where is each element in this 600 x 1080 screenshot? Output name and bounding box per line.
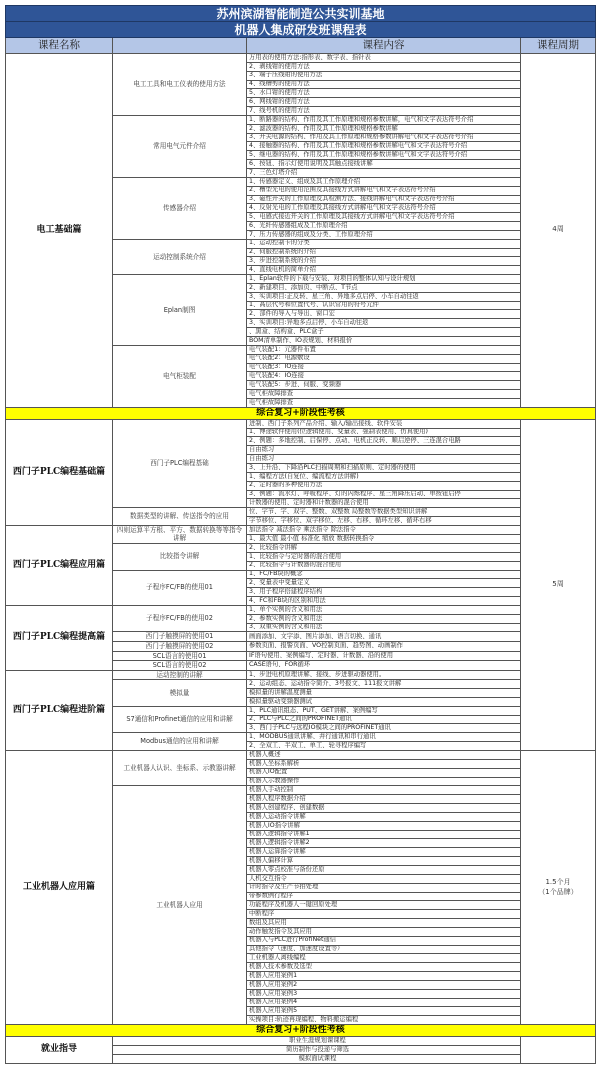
content-item: 职业生涯规划课课程 <box>113 1037 521 1046</box>
content-item: 1、步进电机原理讲解、接线、步进驱动器使用。 <box>247 670 521 680</box>
content-item: 2、全双工、半双工、单工、轮寻程序编写 <box>247 742 521 751</box>
section-name: 电工基础篇 <box>6 54 113 408</box>
content-item: 6、光纤传感器组成及工作原理介绍 <box>247 222 521 231</box>
content-item: 6、网线钳的使用方法 <box>247 98 521 107</box>
topic-name: 数据类型的讲解、传送指令的应用 <box>113 508 247 526</box>
content-item: 机器人手动控制 <box>247 786 521 795</box>
content-item: 5、水口钳的使用方法 <box>247 89 521 98</box>
content-item: 参数页面、报警页面、VO控制页面、趋势图、动画制作 <box>247 642 521 652</box>
topic-name: 西门子触摸屏的使用01 <box>113 632 247 642</box>
topic-name: 工业机器人认识、坐标系、示教器讲解 <box>113 751 247 786</box>
content-item: 进制、西门子系列产品介绍、输入/输出接线、软件安装 <box>247 419 521 428</box>
content-item: 4、FC和FB块的区别和用法 <box>247 597 521 606</box>
content-item: 7、线号机的使用方法 <box>247 107 521 116</box>
topic-name: Eplan制图 <box>113 275 247 346</box>
content-item: 2、比较指令与计数器的混合使用 <box>247 561 521 570</box>
topic-name: S7通信和Profinet通信的应用和讲解 <box>113 706 247 733</box>
content-item: 3、西门子PLC与远程IO模块之间的PROFINET通讯 <box>247 724 521 733</box>
content-item: 3、端子压线钳的使用方法 <box>247 71 521 80</box>
content-item: 2、例题：多地控制、启保停、点动、电机正反转、顺启逆停、三连混合电路 <box>247 437 521 446</box>
content-item: 模拟量驱动变频器测试 <box>247 697 521 706</box>
course-period <box>521 751 596 1025</box>
section-name: 西门子PLC编程基础篇 <box>6 419 113 525</box>
topic-name: 比较指令讲解 <box>113 544 247 571</box>
content-item: 1、MODBUS通讯讲解、并行通讯和串行通讯 <box>247 733 521 742</box>
content-item: 机器人IO配置 <box>247 768 521 777</box>
period-cell-empty <box>521 1037 596 1064</box>
content-item: 自由练习 <box>247 446 521 455</box>
content-item: 3、上升沿、下降沿PLC扫描周期和扫描原则、定时器的使用 <box>247 463 521 472</box>
content-item: 3、磁性开关的工作原理及其检测方法、接线讲解电气和文字表达符号介绍 <box>247 195 521 204</box>
institution-title: 苏州滨湖智能制造公共实训基地 <box>6 6 596 22</box>
content-item: 1、最大值 最小值 标准化 缩放 数据转换指令 <box>247 534 521 543</box>
header-course-period: 课程周期 <box>521 38 596 54</box>
content-item: 模拟面试课程 <box>113 1054 521 1063</box>
content-item: 2、运动组态、运动指令简介、3号报文、111报文讲解 <box>247 680 521 689</box>
content-item: 画面添加、文字添、图片添加、语言切换、通讯 <box>247 632 521 642</box>
content-item: 2、变量表中变量定义 <box>247 579 521 588</box>
content-item: 5、继电器的结构、作用及其工作原理和规格参数讲解电气和文字表达符号介绍 <box>247 151 521 160</box>
topic-name: Modbus通信的应用和讲解 <box>113 733 247 751</box>
content-item: 1、博途软件使用(位逻辑使用、变量表、强制表使用、仿真使用) <box>247 428 521 437</box>
topic-name: 传感器介绍 <box>113 177 247 239</box>
header-blank <box>113 38 247 54</box>
content-item: 机器人坐标系解析 <box>247 759 521 768</box>
content-item: 3、例题：流水灯、呼吸程序、灯的闪烁程序、星三角降压启动、单按钮启停 <box>247 490 521 499</box>
schedule-title: 机器人集成研发班课程表 <box>6 22 596 38</box>
content-item: 1、比较指令与定时器的混合使用 <box>247 552 521 561</box>
content-item: 1、单个实例的含义和用法 <box>247 605 521 614</box>
content-item: 1、PLC通讯组态、PUT、GET讲解、案例编写 <box>247 706 521 715</box>
content-item: 万用表的使用方法:指形表、数字表、指针表 <box>247 54 521 63</box>
content-item: 机器人概述 <box>247 751 521 760</box>
review-label: 综合复习+阶段性考核 <box>6 1025 596 1037</box>
topic-name: 运动控制系统介绍 <box>113 239 247 274</box>
content-item: 机器人应用案例4 <box>247 998 521 1007</box>
content-item: 4、接触器的结构、作用及其工作原理和规格参数讲解电气和文字表达符号介绍 <box>247 142 521 151</box>
content-item: 2、部件的导入与导出、窗口宏 <box>247 310 521 319</box>
content-item: 功能程序及机器人一键回原处理 <box>247 901 521 910</box>
content-item: 2、槽型光电的使用范围及其接线方式讲解电气和文字表达符号介绍 <box>247 186 521 195</box>
content-item: 3、实训项目:异地多点启停、小车自动往返 <box>247 319 521 328</box>
content-item: 3、双重实例的含义和用法 <box>247 623 521 632</box>
content-item: 机器人偏移计算 <box>247 857 521 866</box>
course-period <box>521 54 596 408</box>
content-item: 、黑盒、结构盒、PLC盒子 <box>247 328 521 337</box>
content-item: 机器人应用案例5 <box>247 1007 521 1016</box>
content-item: 机器人示教器操作 <box>247 777 521 786</box>
content-item: 字节移位、字移位、双字移位、左移、右移、循环左移、循环右移 <box>247 517 521 526</box>
content-item: 电气装配5：步进、伺服、变频器 <box>247 381 521 390</box>
content-item: 机器人逻辑指令讲解2 <box>247 839 521 848</box>
content-item: 2、参数实例的含义和用法 <box>247 614 521 623</box>
content-item: 电气装配1：元器件布置 <box>247 345 521 354</box>
content-item: 动作触发指令及其应用 <box>247 927 521 936</box>
content-item: 3、实训项目:正反转、星三角、异地多点启停、小车自动往返 <box>247 292 521 301</box>
section-name: 西门子PLC编程进阶篇 <box>6 670 113 750</box>
content-item: 2、滤波器的结构、作用及其工作原理和规格参数讲解 <box>247 124 521 133</box>
table-row <box>6 605 596 614</box>
period-note: （1个品牌） <box>538 887 578 896</box>
topic-name: 电工工具和电工仪表的使用方法 <box>113 54 247 116</box>
content-item: 机器人与PLC进行ProfiNet通信 <box>247 936 521 945</box>
table-row <box>6 670 596 680</box>
content-item: 3、步进控制系统的介绍 <box>247 257 521 266</box>
topic-name: 子程序FC/FB的使用02 <box>113 605 247 632</box>
topic-name: 工业机器人应用 <box>113 786 247 1025</box>
content-item: 1、高层代号和位置代号、认识常用的符号元件 <box>247 301 521 310</box>
section-name: 就业指导 <box>6 1037 113 1064</box>
content-item: 简历制作与投递与筛选 <box>113 1046 521 1055</box>
topic-name: 运动控制的讲解 <box>113 670 247 680</box>
content-item: 人机交互指令 <box>247 874 521 883</box>
content-item: 机器人IO指令讲解 <box>247 821 521 830</box>
content-item: 机器人创建程序、创建数据 <box>247 804 521 813</box>
table-row <box>6 1037 596 1046</box>
content-item: 2、比较指令讲解 <box>247 544 521 553</box>
content-item: 6、按钮、指示灯使用说明及其触点接线讲解 <box>247 160 521 169</box>
content-item: 机器人运算指令讲解 <box>247 848 521 857</box>
content-item: 1、编程方法(自复位、编流程方法讲解) <box>247 472 521 481</box>
review-label: 综合复习+阶段性考核 <box>6 407 596 419</box>
content-item: 位、字节、字、双字、整数、双整数 局整数等数据类型知识讲解 <box>247 508 521 517</box>
period-label: 1.5个月 <box>545 877 571 886</box>
content-item: 机器人应用案例3 <box>247 989 521 998</box>
review-row <box>6 1025 596 1037</box>
content-item: CASE语句、FOR循环 <box>247 661 521 671</box>
header-course-content: 课程内容 <box>247 38 521 54</box>
table-row <box>6 525 596 534</box>
content-item: 电气装配3：IO连接 <box>247 363 521 372</box>
topic-name: 四则运算平方根、平方、数据转换等等指令讲解 <box>113 525 247 543</box>
table-row <box>6 54 596 63</box>
content-item: 2、剥线钳的使用方法 <box>247 62 521 71</box>
content-item: 带参数例行程序 <box>247 892 521 901</box>
content-item: 电气装配2：电源敷设 <box>247 354 521 363</box>
content-item: 机器人技术参数及选型 <box>247 963 521 972</box>
section-name: 西门子PLC编程提高篇 <box>6 605 113 670</box>
section-name: 西门子PLC编程应用篇 <box>6 525 113 605</box>
content-item: 2、新建项目、添加页、中断点、T节点 <box>247 283 521 292</box>
content-item: 4、反射光电的工作原理及其接线方式讲解电气和文字表达符号介绍 <box>247 204 521 213</box>
content-item: 机器人应用案例1 <box>247 972 521 981</box>
topic-name: 电气柜装配 <box>113 345 247 407</box>
content-item: 实操项目:轨迹再现编程、物料搬运编程 <box>247 1016 521 1025</box>
content-item: 计时指令及生产节拍处理 <box>247 883 521 892</box>
content-item: IF语句使用、案例编写、定时器、计数器、沿的使用 <box>247 651 521 661</box>
table-row <box>6 751 596 760</box>
content-item: 1、FC/FB块的概念 <box>247 570 521 579</box>
content-item: 其他指令（速度、加速度设置等） <box>247 945 521 954</box>
content-item: 计数器的使用、定时器和计数器的混合使用 <box>247 499 521 508</box>
content-item: 电气装配4：IO连接 <box>247 372 521 381</box>
topic-name: SCL语言的使用02 <box>113 661 247 671</box>
content-item: 电气柜故障排查 <box>247 398 521 407</box>
content-item: 2、PLC与PLC之间的PROFINET通讯 <box>247 715 521 724</box>
content-item: 3、开关电源的结构、作用及其工作原理和规格参数讲解电气和文字表达符号介绍 <box>247 133 521 142</box>
period-label: 5周 <box>552 579 564 588</box>
content-item: 1、运动控制卡的分类 <box>247 239 521 248</box>
content-item: 5、电感式接近开关的工作原理及其接线方式讲解电气和文字表达符号介绍 <box>247 213 521 222</box>
topic-name: 模拟量 <box>113 680 247 707</box>
review-row <box>6 407 596 419</box>
content-item: 自由练习 <box>247 455 521 464</box>
course-schedule <box>5 5 595 1064</box>
topic-name: 常用电气元件介绍 <box>113 115 247 177</box>
content-item: 3、用子程序搭建程序结构 <box>247 588 521 597</box>
content-item: 电气柜故障排查 <box>247 390 521 399</box>
content-item: 2、定时器的多种使用方法 <box>247 481 521 490</box>
content-item: 机器人应用案例2 <box>247 980 521 989</box>
content-item: 机器人运动指令讲解 <box>247 812 521 821</box>
content-item: 2、伺服控制系统的介绍 <box>247 248 521 257</box>
topic-name: SCL语言的使用01 <box>113 651 247 661</box>
content-item: 7、三色灯塔介绍 <box>247 168 521 177</box>
section-name: 工业机器人应用篇 <box>6 751 113 1025</box>
content-item: 1、断路器的结构、作用及其工作原理和规格参数讲解，电气和文字表达符号介绍 <box>247 115 521 124</box>
content-item: 工业机器人离线编程 <box>247 954 521 963</box>
content-item: 加法指令 减法指令 乘法指令 除法指令 <box>247 525 521 534</box>
course-period <box>521 419 596 750</box>
content-item: 4、直线电机的简单介绍 <box>247 266 521 275</box>
content-item: 机器人程序数据介绍 <box>247 795 521 804</box>
schedule-table <box>5 5 596 1064</box>
content-item: 4、线槽剪的使用方法 <box>247 80 521 89</box>
period-label: 4周 <box>552 225 564 234</box>
topic-name: 西门子触摸屏的使用02 <box>113 642 247 652</box>
content-item: BOM清单制作、IO表规划、材料报价 <box>247 337 521 346</box>
content-item: 模拟量的讲解温度测量 <box>247 689 521 698</box>
table-row <box>6 419 596 428</box>
topic-name: 子程序FC/FB的使用01 <box>113 570 247 605</box>
content-item: 中断程序 <box>247 910 521 919</box>
content-item: 数组及其应用 <box>247 919 521 928</box>
content-item: 1、Eplan软件的下载与安装、对项目的整体认知与设计规划 <box>247 275 521 284</box>
header-course-name: 课程名称 <box>6 38 113 54</box>
content-item: 机器人逻辑指令讲解1 <box>247 830 521 839</box>
content-item: 7、压力传感器的组成及分类、工作原理介绍 <box>247 230 521 239</box>
content-item: 1、传感器定义、组成及其工作原理介绍 <box>247 177 521 186</box>
content-item: 机器人零点校准与备份还原 <box>247 865 521 874</box>
topic-name: 西门子PLC编程基础 <box>113 419 247 507</box>
